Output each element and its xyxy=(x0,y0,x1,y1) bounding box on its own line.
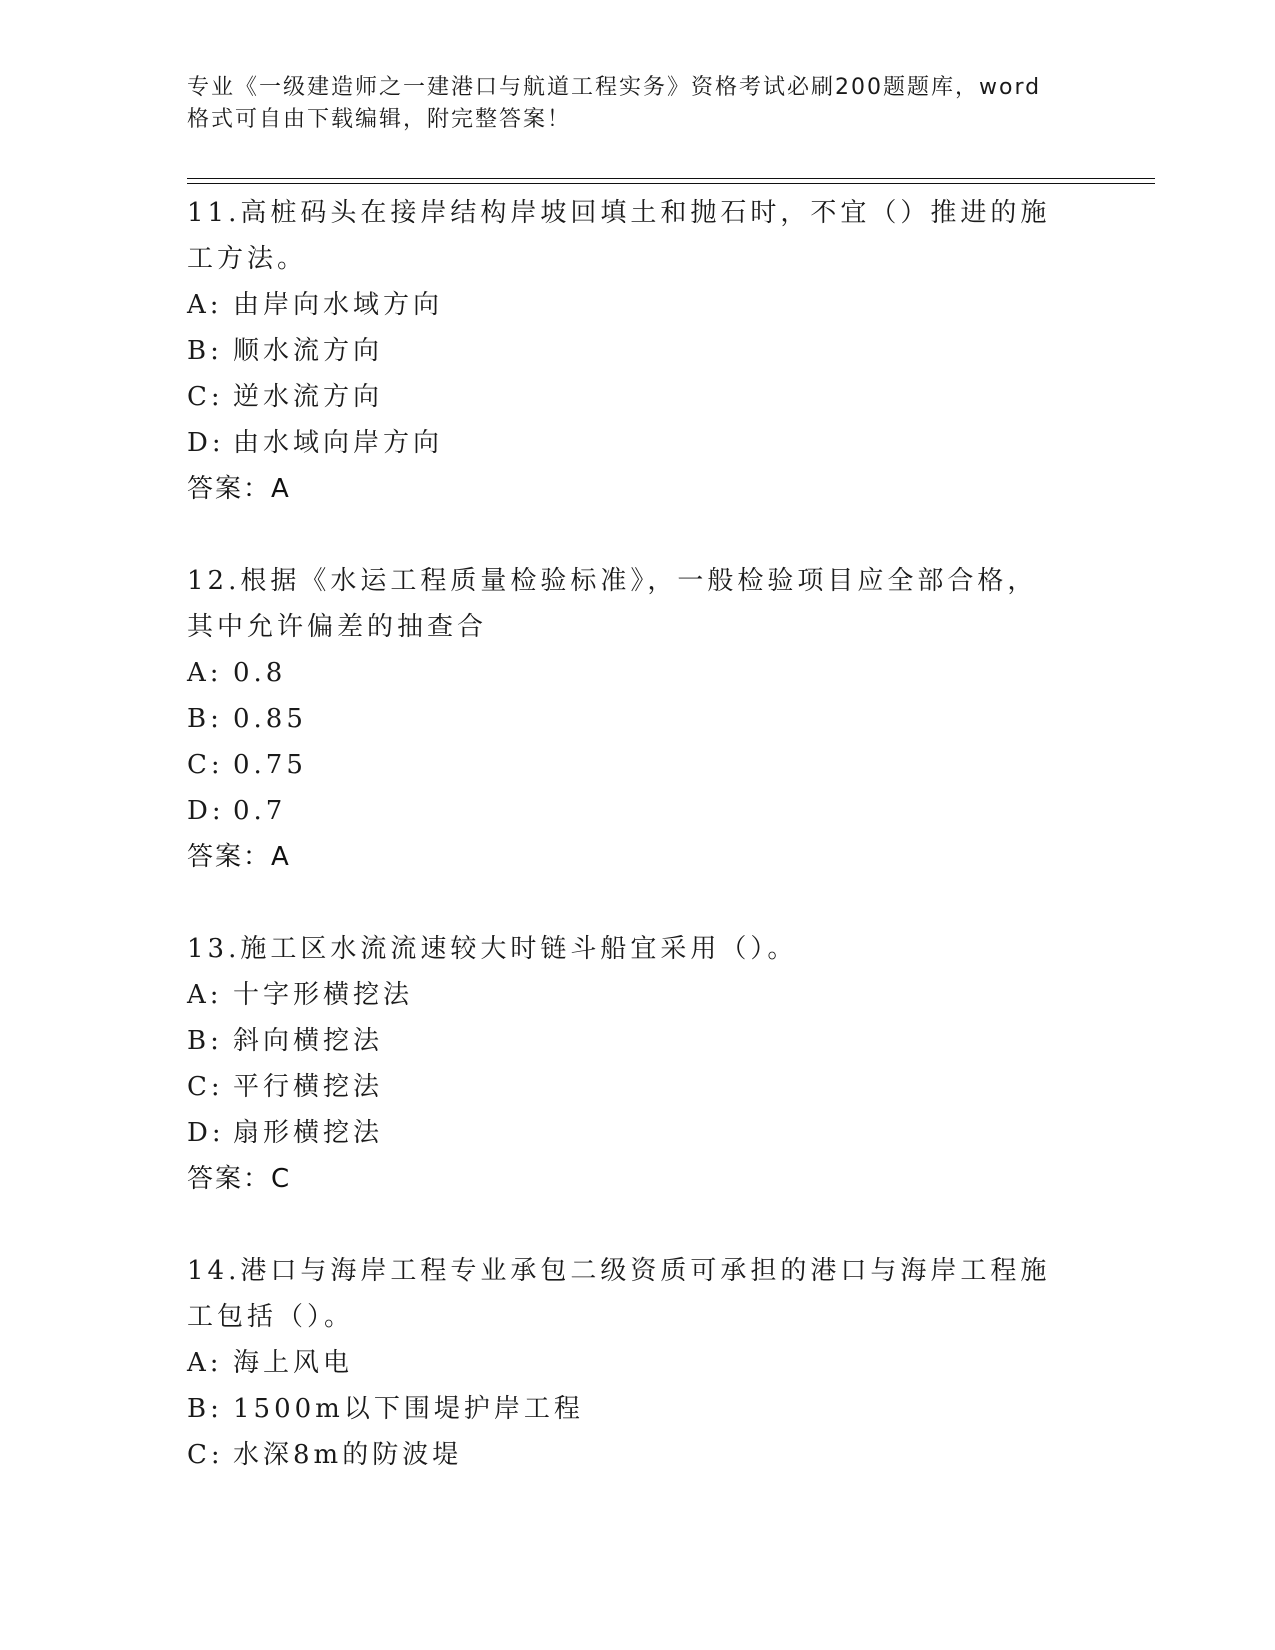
option-text: 1500m以下围堤护岸工程 xyxy=(233,1394,584,1424)
header-divider-bottom xyxy=(187,183,1155,184)
option-b xyxy=(187,1386,1087,1432)
question-11 xyxy=(187,190,1087,512)
option-text: 顺水流方向 xyxy=(233,336,384,366)
option-letter: A: xyxy=(187,290,223,320)
option-letter: B: xyxy=(187,336,223,366)
option-a xyxy=(187,972,1087,1018)
option-letter: D: xyxy=(187,796,225,826)
option-b xyxy=(187,1018,1087,1064)
option-b xyxy=(187,696,1087,742)
question-text: 14.港口与海岸工程专业承包二级资质可承担的港口与海岸工程施工包括（）。 xyxy=(187,1256,1051,1332)
option-letter: D: xyxy=(187,428,225,458)
option-c xyxy=(187,1432,1087,1478)
option-d xyxy=(187,788,1087,834)
option-letter: C: xyxy=(187,750,224,780)
option-letter: B: xyxy=(187,1026,223,1056)
document-header xyxy=(187,72,1067,136)
answer-label: 答案：A xyxy=(187,842,291,872)
option-d xyxy=(187,1110,1087,1156)
option-text: 斜向横挖法 xyxy=(233,1026,384,1056)
answer-label: 答案：C xyxy=(187,1164,292,1194)
question-list xyxy=(187,190,1087,1524)
question-14 xyxy=(187,1248,1087,1478)
header-line-1: 专业《一级建造师之一建港口与航道工程实务》资格考试必刷200题题库，word xyxy=(187,75,1042,100)
option-text: 0.85 xyxy=(233,704,307,734)
option-a xyxy=(187,650,1087,696)
option-letter: C: xyxy=(187,382,224,412)
option-text: 由岸向水域方向 xyxy=(233,290,444,320)
option-text: 平行横挖法 xyxy=(233,1072,384,1102)
question-text: 12.根据《水运工程质量检验标准》，一般检验项目应全部合格，其中允许偏差的抽查合 xyxy=(187,566,1038,642)
option-text: 海上风电 xyxy=(233,1348,354,1378)
option-letter: A: xyxy=(187,980,223,1010)
question-text: 13.施工区水流流速较大时链斗船宜采用（）。 xyxy=(187,934,798,964)
option-d xyxy=(187,420,1087,466)
option-text: 水深8m的防波堤 xyxy=(233,1440,463,1470)
question-13 xyxy=(187,926,1087,1202)
option-c xyxy=(187,374,1087,420)
option-a xyxy=(187,282,1087,328)
option-a xyxy=(187,1340,1087,1386)
option-b xyxy=(187,328,1087,374)
header-divider-top xyxy=(187,178,1155,179)
option-c xyxy=(187,1064,1087,1110)
option-text: 0.8 xyxy=(233,658,287,688)
question-text: 11.高桩码头在接岸结构岸坡回填土和抛石时，不宜（）推进的施工方法。 xyxy=(187,198,1051,274)
option-text: 由水域向岸方向 xyxy=(233,428,444,458)
option-text: 逆水流方向 xyxy=(233,382,384,412)
answer-label: 答案：A xyxy=(187,474,291,504)
option-letter: C: xyxy=(187,1072,224,1102)
option-c xyxy=(187,742,1087,788)
option-text: 扇形横挖法 xyxy=(233,1118,384,1148)
question-12 xyxy=(187,558,1087,880)
option-letter: A: xyxy=(187,1348,223,1378)
option-text: 0.7 xyxy=(233,796,287,826)
option-text: 十字形横挖法 xyxy=(233,980,414,1010)
option-letter: B: xyxy=(187,1394,223,1424)
option-letter: D: xyxy=(187,1118,225,1148)
header-line-2: 格式可自由下载编辑，附完整答案！ xyxy=(187,107,572,132)
option-letter: C: xyxy=(187,1440,224,1470)
option-letter: B: xyxy=(187,704,223,734)
option-letter: A: xyxy=(187,658,223,688)
option-text: 0.75 xyxy=(233,750,307,780)
